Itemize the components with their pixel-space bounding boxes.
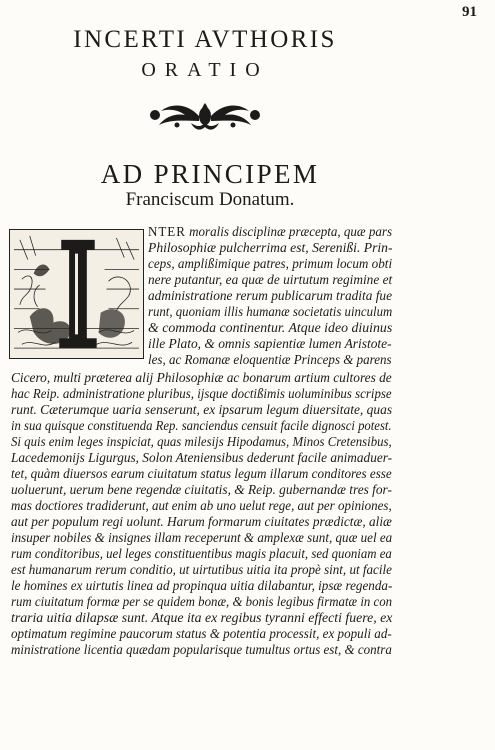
text-line: Cicero, multi præterea alij Philosophiæ ac bonarum artium cultores de xyxy=(11,370,392,385)
dedication-heading: AD PRINCIPEM xyxy=(100,159,320,189)
text-line: ministratione licentia quædam popularisque tumultus ortus est, & contra xyxy=(11,642,392,657)
text-line-1 xyxy=(148,224,392,240)
text-line-1-rest: moralis disciplinæ præcepta, quæ pars xyxy=(185,224,393,239)
text-line: rum conditoribus, uel leges constituentibus magis placuit, sed quoniam ea xyxy=(11,546,392,561)
text-line: Si quis enim leges inspiciat, quas milesijs Hipodamus, Minos Cretensibus, xyxy=(11,434,392,449)
text-line: uoluerunt, uerum bene regendæ ciuitatis, & Reip. gubernandæ tres for- xyxy=(11,482,392,497)
text-line: Philosophiæ pulcherrima est, Serenißi. Prin- xyxy=(148,240,393,255)
fleuron-ornament-icon xyxy=(145,99,265,133)
text-line: ille Plato, & omnis sapientiæ lumen Aristote- xyxy=(148,336,392,351)
author-heading: INCERTI AVTHORIS xyxy=(73,26,337,53)
text-line: optimatum regimine paucorum status & potentia processit, ex populi ad- xyxy=(11,626,392,641)
page-number: 91 xyxy=(462,4,477,20)
decorated-initial xyxy=(9,229,144,359)
text-line: hac Reip. administratione pluribus, ijsque doctißimis uoluminibus scripse xyxy=(11,386,392,401)
text-line: nere putantur, ea quæ de uirtutum regimine et xyxy=(148,272,393,287)
text-line: mas doctiores tradiderunt, aut enim ab uno uelut rege, aut per opiniones, xyxy=(11,498,392,513)
text-line: traria uitia dilapsæ sunt. Atque ita ex regibus tyranni effecti fuere, ex xyxy=(11,610,393,625)
text-line: runt. Cæterumque uaria senserunt, ex ipsarum legum diuersitate, quas xyxy=(11,402,393,417)
decorated-initial-illustration xyxy=(10,230,143,358)
text-line: rum ciuitatum formæ per se quidem bonæ, & bonis legibus firmatæ in con xyxy=(11,594,393,609)
text-line: & commoda continentur. Atque ideo diuinus xyxy=(148,320,393,335)
oratio-heading: ORATIO xyxy=(141,59,269,81)
text-line: Lacedemonijs Ligurgus, Solon Ateniensibus dederunt facile animaduer- xyxy=(11,450,393,465)
text-line: administratione rerum publicarum tradita fue xyxy=(148,288,392,303)
text-line: ceps, amplißimique patres, primum locum obti xyxy=(148,256,393,271)
text-line: aut per populum regi uolunt. Harum formarum ciuitates prædictæ, aliæ xyxy=(11,514,392,529)
lead-word: NTER xyxy=(148,224,186,239)
dedication-subheading: Franciscum Donatum. xyxy=(125,189,295,210)
text-line: les, ac Romanæ eloquentiæ Princeps & parens xyxy=(148,352,392,367)
text-line: le homines ex uirtutis linea ad propinqua uitia dilabantur, ipsæ regenda- xyxy=(11,578,393,593)
text-line: runt, quoniam illis humanæ societatis uinculum xyxy=(148,304,393,319)
text-line: est humanarum rerum conditio, ut uirtutibus uitia ita propè sint, ut facile xyxy=(11,562,392,577)
text-line: in sua quisque constituenda Rep. sanciendus censuit facile dignosci potest. xyxy=(11,418,392,433)
text-line: insuper nobiles & insignes illam receperunt & amplexæ sunt, quæ uel ea xyxy=(11,530,393,545)
text-line: tet, quàm diuersos earum ciuitatum status legum illarum conditores esse xyxy=(11,466,392,481)
